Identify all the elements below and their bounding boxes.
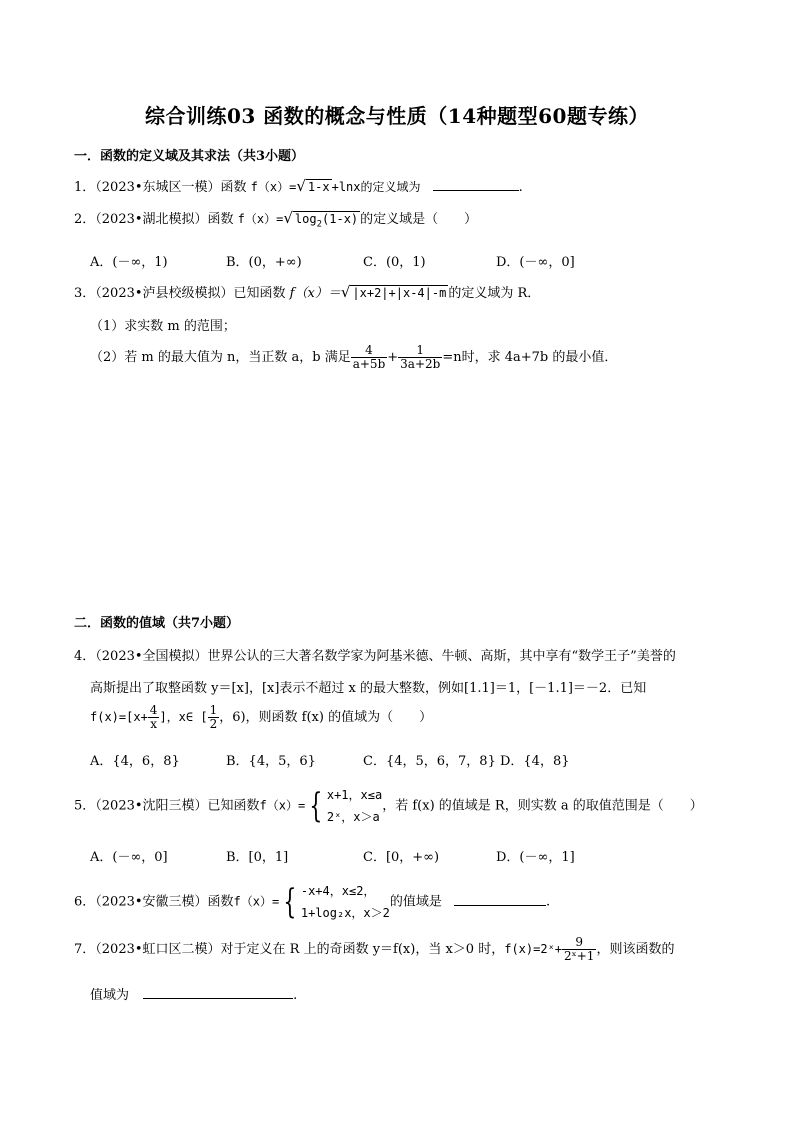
q2-option-d[interactable]: D．(－∞，0] [496,255,575,270]
question-3 [74,282,540,301]
q2-option-a[interactable]: A．(－∞，1) [90,255,168,270]
sqrt-symbol: √ [296,177,306,195]
brace: { [309,786,323,826]
q4-line-2: 高斯提出了取整函数 y＝[x]，[x]表示不超过 x 的最大整数，例如[1.1]＝1，[－1.1]＝－2．已知 [90,681,647,696]
fraction: $\frac{4}{a+5b}$ [352,343,386,371]
question-2 [74,208,477,229]
piecewise-cases: -x+4，x≤2， 1+log₂x，x＞2 [300,884,390,920]
fraction: $\frac{1}{3a+2b}$ [400,343,441,371]
page-title: 综合训练03 函数的概念与性质（14种题型60题专练） [145,104,649,128]
q1-tail: +lnx的定义域为 [331,180,421,194]
fraction: $\frac{1}{2}$ [209,703,218,731]
q4-option-b[interactable]: B．{4，5，6} [226,754,316,769]
fraction: $\frac{9}{\text{2ˣ+1}}$ [564,935,595,963]
q3-radicand: |x+2|+|x-4|-m [352,286,447,300]
piecewise-cases: x+1，x≤a 2ˣ，x＞a [326,788,383,824]
q3-tail: 的定义域为 R． [448,286,541,301]
q1-radicand: 1-x [307,180,330,194]
q2-tail: 的定义域是（ ） [360,212,478,227]
question-5: 5．（2023•沈阳三模）已知函数f（x）= { x+1，x≤a 2ˣ，x＞a ，若 f(x) 的值域是 R，则实数 a 的取值范围是（ ） [74,786,703,826]
q2-radicand: $\log_2(1-x)$ [294,212,359,230]
q2-prefix: 2．（2023•湖北模拟）函数 [74,212,234,227]
brace: { [283,882,297,922]
q3-part-1: （1）求实数 m 的范围； [90,319,236,334]
q7-line-2: 值域为 . [90,988,298,1003]
q1-prefix: 1．（2023•东城区一模）函数 [74,180,247,195]
q5-option-b[interactable]: B．[0，1] [226,850,289,865]
q3-prefix: 3．（2023•泸县校级模拟）已知函数 [74,286,286,301]
question-6: 6．（2023•安徽三模）函数f（x）= { -x+4，x≤2， 1+log₂x，x＞2 的值域是 . [74,882,551,922]
q3-fx: f（x）＝ [289,286,341,301]
q1-answer-blank[interactable] [433,178,519,191]
q4-option-a[interactable]: A．{4，6，8} [90,754,180,769]
q5-option-d[interactable]: D．(－∞，1] [496,850,575,865]
question-1 [74,176,523,195]
q6-answer-blank[interactable] [454,893,546,906]
section-heading-domain: 一．函数的定义域及其求法（共3小题） [74,149,305,164]
q2-fx: f（x）= [237,212,284,226]
q5-option-a[interactable]: A．(－∞，0] [90,850,168,865]
sqrt-symbol: √ [340,283,351,301]
sqrt-symbol: √ [283,209,293,227]
question-7: 7．（2023•虹口区二模）对于定义在 R 上的奇函数 y＝f(x)，当 x＞0 时，f(x)=2ˣ+ $\frac{9}{\text{2ˣ+1}}$ ，则该函数的 [74,935,675,963]
q3-part-2: （2）若 m 的最大值为 n，当正数 a，b 满足 $\frac{4}{a+5b}$ + $\frac{1}{3a+2b}$ =n时，求 4a+7b 的最小值． [90,343,618,371]
q1-end: . [518,180,523,195]
section-heading-range: 二．函数的值域（共7小题） [74,616,240,631]
q4-line-1: 4．（2023•全国模拟）世界公认的三大著名数学家为阿基米德、牛顿、高斯，其中享有“数学王子”美誉的 [74,649,676,664]
q4-line-3: f(x)=[x+ $\frac{4}{x}$ ]，x∈ [ $\frac{1}{2}$ ，6)，则函数 f(x) 的值域为（ ） [90,703,433,731]
q2-option-c[interactable]: C．(0，1) [363,255,426,270]
fraction: $\frac{4}{x}$ [149,703,158,731]
q4-option-cd[interactable]: C．{4，5，6，7，8} D．{4，8} [363,754,570,769]
q7-answer-blank[interactable] [143,986,293,999]
q5-option-c[interactable]: C．[0，+∞) [363,850,440,865]
q1-fx: f（x）= [250,180,297,194]
q2-option-b[interactable]: B．(0，+∞) [226,255,302,270]
